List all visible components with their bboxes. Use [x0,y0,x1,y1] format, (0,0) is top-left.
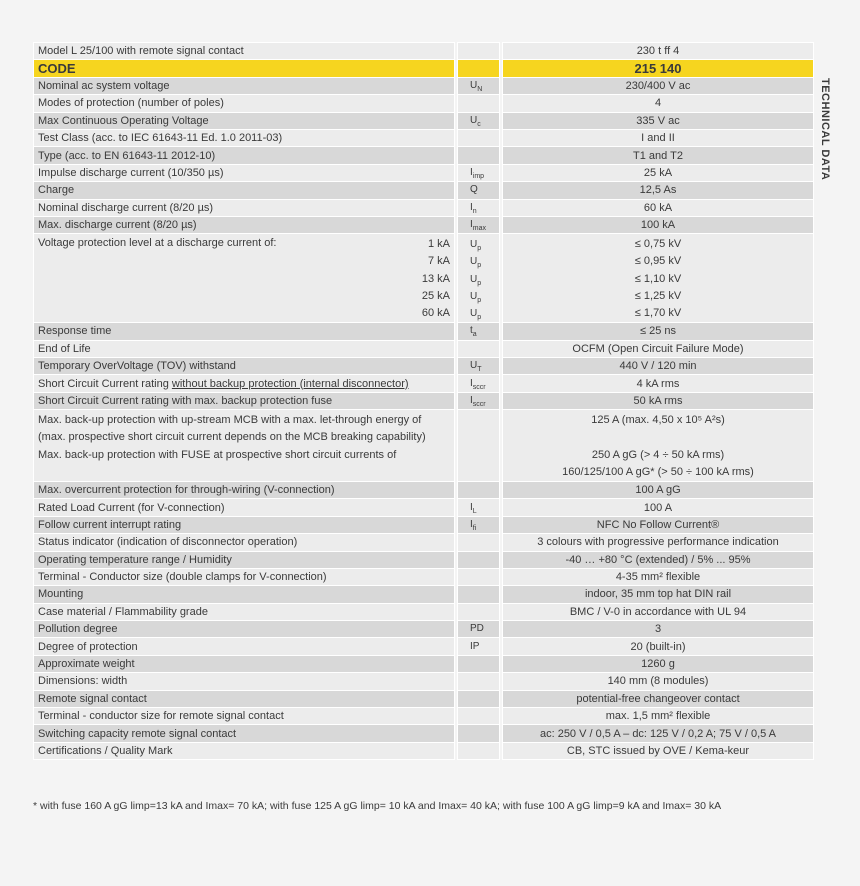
value-cell: 440 V / 120 min [503,358,814,375]
value-cell: 140 mm (8 modules) [503,673,814,690]
spec-row [34,742,814,759]
param-cell: Nominal ac system voltage [34,77,455,94]
symbol-cell [458,129,500,146]
param-cell: Nominal discharge current (8/20 µs) [34,199,455,216]
code-label: CODE [34,60,455,77]
discharge-current: 7 kA [427,255,450,268]
symbol-cell [458,673,500,690]
value-cell: potential-free changeover contact [503,690,814,707]
value-cell: indoor, 35 mm top hat DIN rail [503,586,814,603]
symbol-cell [458,534,500,551]
param-cell: Follow current interrupt rating [34,516,455,533]
value-cell: 100 A [503,499,814,516]
symbol-cell [458,690,500,707]
param-cell: Impulse discharge current (10/350 µs) [34,164,455,181]
value-cell: 230/400 V ac [503,77,814,94]
param-cell: Rated Load Current (for V-connection) [34,499,455,516]
value-cell: 335 V ac [503,112,814,129]
value-cell: I and II [503,129,814,146]
model-label: Model L 25/100 with remote signal contact [34,43,455,60]
param-cell: End of Life [34,340,455,357]
symbol-cell: Q [458,182,500,199]
symbol-cell [458,655,500,672]
spec-row [34,725,814,742]
symbol-cell [458,586,500,603]
value-line: 125 A (max. 4,50 x 10⁵ A²s) [591,414,725,427]
value-cell: 4 [503,95,814,112]
spec-row [34,95,814,112]
spec-row [34,603,814,620]
param-cell: Pollution degree [34,621,455,638]
spec-row [34,708,814,725]
symbol-cell [458,708,500,725]
symbol-cell [458,551,500,568]
symbol-cell: $t_a$ [458,323,500,340]
value-cell: 1260 g [503,655,814,672]
value-cell: 60 kA [503,199,814,216]
value-cell: 4-35 mm² flexible [503,568,814,585]
symbol-cell: $U_p$ [470,290,482,304]
param-cell: Terminal - conductor size for remote signal contact [34,708,455,725]
symbol-cell: $U_p$ [470,273,482,287]
spec-row [34,516,814,533]
spec-row [34,358,814,375]
param-cell: Case material / Flammability grade [34,603,455,620]
param-cell: Remote signal contact [34,690,455,707]
spec-row [34,77,814,94]
value-cell: 20 (built-in) [503,638,814,655]
spec-row [34,551,814,568]
param-cell: Max. overcurrent protection for through-wiring (V-connection) [34,481,455,498]
value-cell: NFC No Follow Current® [503,516,814,533]
spec-row [34,129,814,146]
symbol-cell: $U_p$ [470,308,482,322]
short-circuit-backup-row [34,392,814,409]
symbol-cell [458,481,500,498]
value-cell: 25 kA [503,164,814,181]
param-cell: Charge [34,182,455,199]
value-cell: 3 [503,621,814,638]
symbol-cell: $I_n$ [458,199,500,216]
value-cell: ≤ 25 ns [503,323,814,340]
spec-row [34,638,814,655]
param-cell: Operating temperature range / Humidity [34,551,455,568]
symbol-cell: $I_L$ [458,499,500,516]
spec-row [34,586,814,603]
model-value: 230 t ff 4 [503,43,814,60]
symbol-cell: $I_{sccr}$ [458,375,500,392]
value-line: 160/125/100 A gG* (> 50 ÷ 100 kA rms) [562,465,754,478]
param-cell: Certifications / Quality Mark [34,742,455,759]
symbol-cell: IP [458,638,500,655]
param-cell: Max Continuous Operating Voltage [34,112,455,129]
symbol-cell [458,603,500,620]
spec-row [34,655,814,672]
value-cell: ≤ 1,10 kV [634,272,682,285]
spec-row [34,568,814,585]
value-cell: 50 kA rms [503,392,814,409]
param-line: (max. prospective short circuit current depends on the MCB breaking capability) [38,431,426,444]
symbol-cell [458,95,500,112]
param-cell: Terminal - Conductor size (double clamps for V-connection) [34,568,455,585]
value-cell: OCFM (Open Circuit Failure Mode) [503,340,814,357]
model-row [34,43,814,60]
discharge-current: 25 kA [421,289,450,302]
param-cell: Type (acc. to EN 61643-11 2012-10) [34,147,455,164]
param-cell: Voltage protection level at a discharge current of: [38,237,277,250]
spec-row [34,216,814,233]
symbol-cell [458,340,500,357]
short-circuit-rating-row [34,375,814,392]
voltage-protection-level-row [34,234,814,323]
spec-row [34,621,814,638]
value-cell: BMC / V-0 in accordance with UL 94 [503,603,814,620]
param-line: Max. back-up protection with FUSE at prospective short circuit currents of [38,448,397,461]
value-cell: -40 … +80 °C (extended) / 5% ... 95% [503,551,814,568]
value-cell: 100 kA [503,216,814,233]
value-cell: T1 and T2 [503,147,814,164]
symbol-cell: $I_{sccr}$ [458,392,500,409]
value-cell: ac: 250 V / 0,5 A – dc: 125 V / 0,2 A; 75 V / 0,5 A [503,725,814,742]
param-cell: Status indicator (indication of disconnector operation) [34,534,455,551]
spec-row [34,481,814,498]
discharge-current: 60 kA [421,307,450,320]
param-cell: Dimensions: width [34,673,455,690]
value-cell: ≤ 1,25 kV [634,289,682,302]
param-cell: Mounting [34,586,455,603]
code-value: 215 140 [503,60,814,77]
param-cell: Short Circuit Current rating [38,377,172,390]
footnote: * with fuse 160 A gG limp=13 kA and Imax= 70 kA; with fuse 125 A gG limp= 10 kA and Imax= 40 kA; with fuse 100 A gG limp=9 kA and Imax= 30 kA [33,800,722,812]
symbol-cell: $I_{imp}$ [458,164,500,181]
symbol-cell: $U_N$ [458,77,500,94]
spec-row [34,673,814,690]
technical-data-table [33,42,814,760]
symbol-cell [458,742,500,759]
param-cell: Approximate weight [34,655,455,672]
value-cell: 12,5 As [503,182,814,199]
param-cell: Response time [34,323,455,340]
symbol-cell: $I_{fi}$ [458,516,500,533]
code-row [34,60,814,77]
value-cell: ≤ 0,95 kV [634,255,682,268]
symbol-cell [458,147,500,164]
symbol-cell: $I_{max}$ [458,216,500,233]
value-cell: 100 A gG [503,481,814,498]
symbol-cell: $U_c$ [458,112,500,129]
spec-row [34,112,814,129]
discharge-current: 13 kA [421,272,450,285]
value-line [507,429,809,446]
value-cell: 3 colours with progressive performance indication [503,534,814,551]
spec-row [34,182,814,199]
value-cell: CB, STC issued by OVE / Kema-keur [503,742,814,759]
spec-row [34,164,814,181]
value-cell: 4 kA rms [503,375,814,392]
spec-row [34,340,814,357]
spec-row [34,323,814,340]
param-line: Max. back-up protection with up-stream MCB with a max. let-through energy of [38,414,422,427]
spec-row [34,199,814,216]
value-line: 250 A gG (> 4 ÷ 50 kA rms) [591,448,725,461]
param-cell: Max. discharge current (8/20 µs) [34,216,455,233]
value-cell: ≤ 0,75 kV [634,238,682,251]
param-underlined: without backup protection (internal disconnector) [171,377,409,390]
param-cell: Switching capacity remote signal contact [34,725,455,742]
spec-row [34,534,814,551]
symbol-cell: $U_T$ [458,358,500,375]
value-cell: max. 1,5 mm² flexible [503,708,814,725]
backup-protection-row [34,410,814,482]
symbol-cell: PD [458,621,500,638]
param-cell: Degree of protection [34,638,455,655]
spec-row [34,499,814,516]
technical-data-side-label: TECHNICAL DATA [819,78,831,181]
discharge-current: 1 kA [427,238,450,251]
spec-row [34,147,814,164]
param-cell: Modes of protection (number of poles) [34,95,455,112]
spec-row [34,690,814,707]
param-cell: Test Class (acc. to IEC 61643-11 Ed. 1.0 2011-03) [34,129,455,146]
param-cell: Temporary OverVoltage (TOV) withstand [34,358,455,375]
value-cell: ≤ 1,70 kV [634,307,682,320]
symbol-cell: $U_p$ [470,239,482,253]
param-cell: Short Circuit Current rating with max. backup protection fuse [34,392,455,409]
symbol-cell [458,725,500,742]
symbol-cell: $U_p$ [470,256,482,270]
symbol-cell [458,568,500,585]
